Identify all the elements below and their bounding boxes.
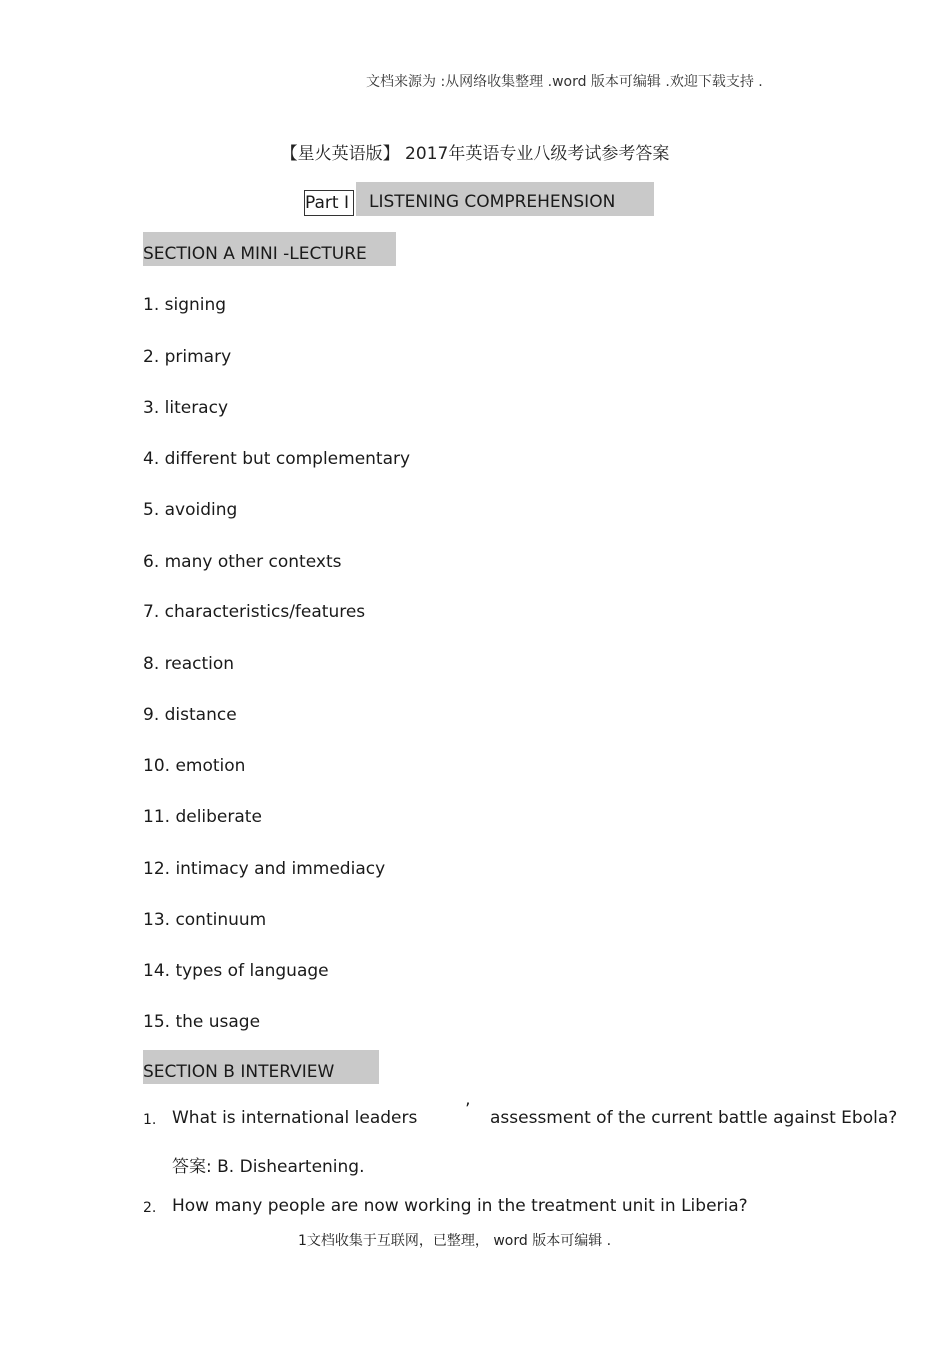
answer-item: 4. different but complementary [143,449,411,469]
question-apostrophe: ’ [465,1100,471,1120]
footer-note: 1文档收集于互联网，已整理， word 版本可编辑 . [298,1233,612,1249]
answer-item: 14. types of language [143,961,329,981]
answer-item: 11. deliberate [143,807,262,827]
part-heading: LISTENING COMPREHENSION [356,182,654,216]
section-b-heading: SECTION B INTERVIEW [143,1050,379,1084]
document-title: 【星火英语版】 2017年英语专业八级考试参考答案 [280,144,670,164]
answer-item: 15. the usage [143,1012,261,1032]
answer-item: 2. primary [143,347,232,367]
answer-item: 10. emotion [143,756,246,776]
answer-item: 6. many other contexts [143,552,342,572]
question-text-continued: assessment of the current battle against Ebola? [490,1108,898,1128]
header-note: 文档来源为 :从网络收集整理 .word 版本可编辑 .欢迎下载支持 . [366,74,763,90]
answer-item: 3. literacy [143,398,229,418]
answer-item: 8. reaction [143,654,235,674]
question-number: 2. [143,1200,157,1216]
answer-item: 9. distance [143,705,237,725]
question-number: 1. [143,1112,157,1128]
part-label: Part Ⅰ [304,190,354,216]
answer-item: 7. characteristics/features [143,602,366,622]
section-a-heading: SECTION A MINI -LECTURE [143,232,396,266]
question-answer: 答案: B. Disheartening. [172,1157,365,1177]
answer-item: 1. signing [143,295,227,315]
question-text: What is international leaders [172,1108,418,1128]
answer-item: 12. intimacy and immediacy [143,859,386,879]
question-text: How many people are now working in the treatment unit in Liberia? [172,1196,748,1216]
answer-item: 13. continuum [143,910,267,930]
answer-item: 5. avoiding [143,500,238,520]
